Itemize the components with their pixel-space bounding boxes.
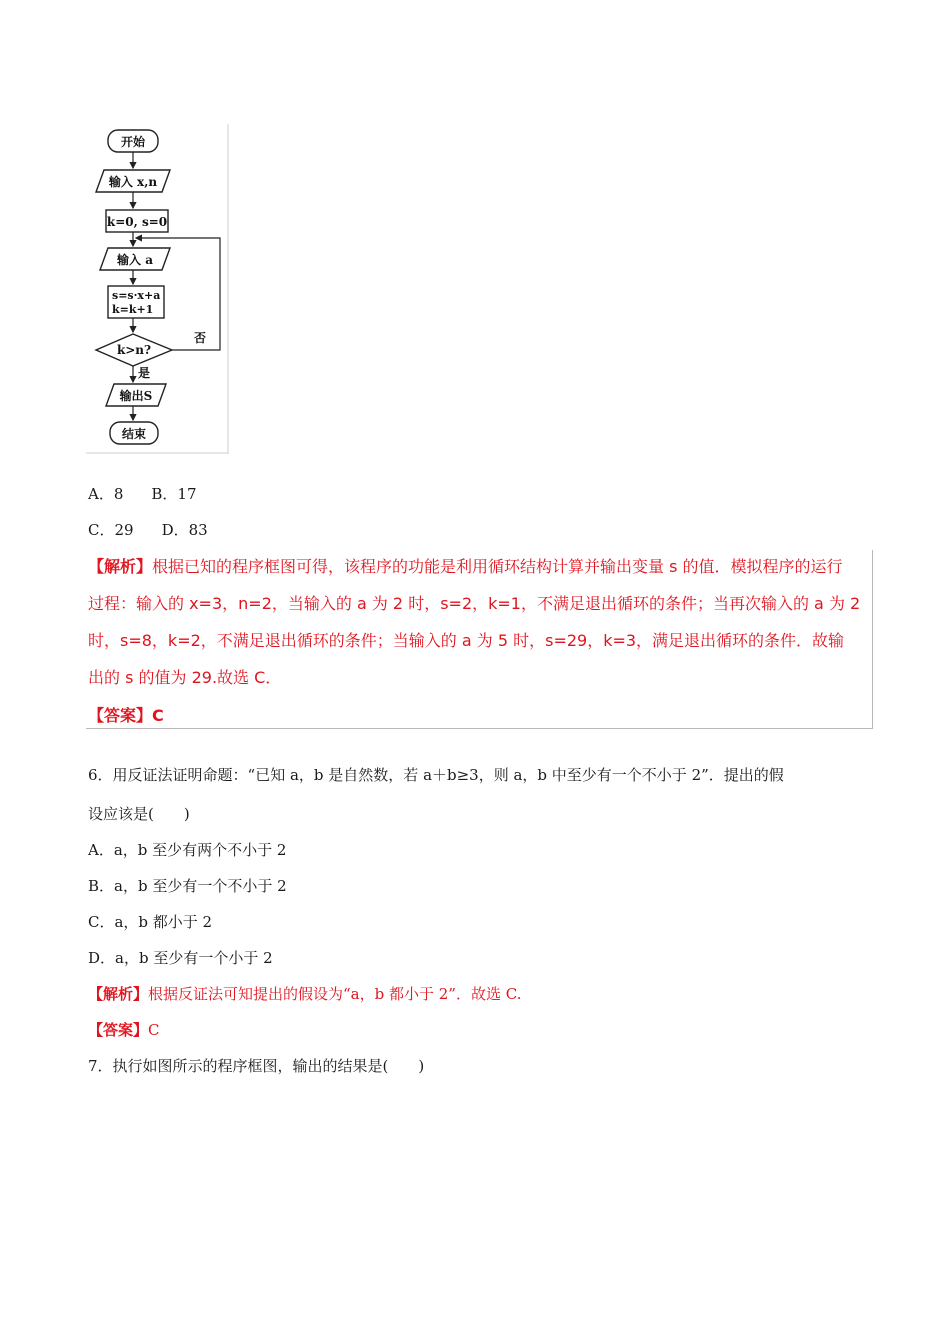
start-label: 开始 — [120, 135, 146, 149]
flowchart — [86, 124, 230, 454]
q5-option-a: A．8 — [88, 485, 124, 503]
q5-option-c: C．29 — [88, 521, 134, 539]
q5-solution-line2: 过程：输入的 x=3，n=2，当输入的 a 为 2 时，s=2，k=1，不满足退出循环的条件；当再次输入的 a 为 2 — [88, 594, 861, 613]
q6-stem-line2: 设应该是( ) — [88, 805, 190, 823]
q5-solution-line1 — [88, 556, 843, 578]
q6-option-a: A．a，b 至少有两个不小于 2 — [88, 841, 287, 859]
q6-option-b: B．a，b 至少有一个不小于 2 — [88, 877, 287, 895]
q6-answer-line — [88, 1020, 160, 1040]
q5-options-row1 — [88, 484, 197, 504]
q6-answer-tag: 【答案】 — [88, 1021, 149, 1039]
q5-solution-line4: 出的 s 的值为 29.故选 C． — [88, 668, 282, 687]
q5-solution-tag: 【解析】 — [88, 557, 153, 576]
q6-answer-value: C — [148, 1021, 160, 1039]
q6-option-d: D．a，b 至少有一个小于 2 — [88, 949, 273, 967]
output-label: 输出S — [119, 389, 153, 403]
q5-solution-text1: 根据已知的程序框图可得，该程序的功能是利用循环结构计算并输出变量 s 的值．模拟程序的运行 — [152, 557, 843, 576]
q6-solution-text: 根据反证法可知提出的假设为“a，b 都小于 2”．故选 C. — [148, 985, 522, 1003]
update-line1: s=s·x+a — [112, 289, 161, 302]
q6-option-c: C．a，b 都小于 2 — [88, 913, 213, 931]
condition-label: k>n? — [116, 343, 152, 357]
q5-answer-value: C — [152, 706, 164, 725]
q7-stem: 7．执行如图所示的程序框图，输出的结果是( ) — [88, 1057, 425, 1075]
update-line2: k=k+1 — [112, 303, 154, 316]
no-label: 否 — [194, 331, 207, 345]
q6-solution-line — [88, 984, 521, 1004]
yes-label: 是 — [138, 366, 151, 380]
q6-stem-line1: 6．用反证法证明命题：“已知 a，b 是自然数，若 a＋b≥3，则 a，b 中至少有一个不小于 2”．提出的假 — [88, 766, 784, 784]
q5-solution-line3: 时，s=8，k=2，不满足退出循环的条件；当输入的 a 为 5 时，s=29，k=3，满足退出循环的条件．故输 — [88, 631, 845, 650]
q5-options-row2 — [88, 520, 208, 540]
q6-solution-tag: 【解析】 — [88, 985, 149, 1003]
q5-answer-tag: 【答案】 — [88, 706, 153, 725]
q5-answer-line — [88, 705, 164, 727]
input-a-label: 输入 a — [117, 253, 153, 267]
q5-option-d: D．83 — [161, 521, 208, 539]
q5-option-b: B．17 — [151, 485, 197, 503]
end-label: 结束 — [121, 427, 147, 441]
init-label: k=0, s=0 — [106, 215, 168, 229]
input-xn-label: 输入 x,n — [108, 175, 158, 189]
